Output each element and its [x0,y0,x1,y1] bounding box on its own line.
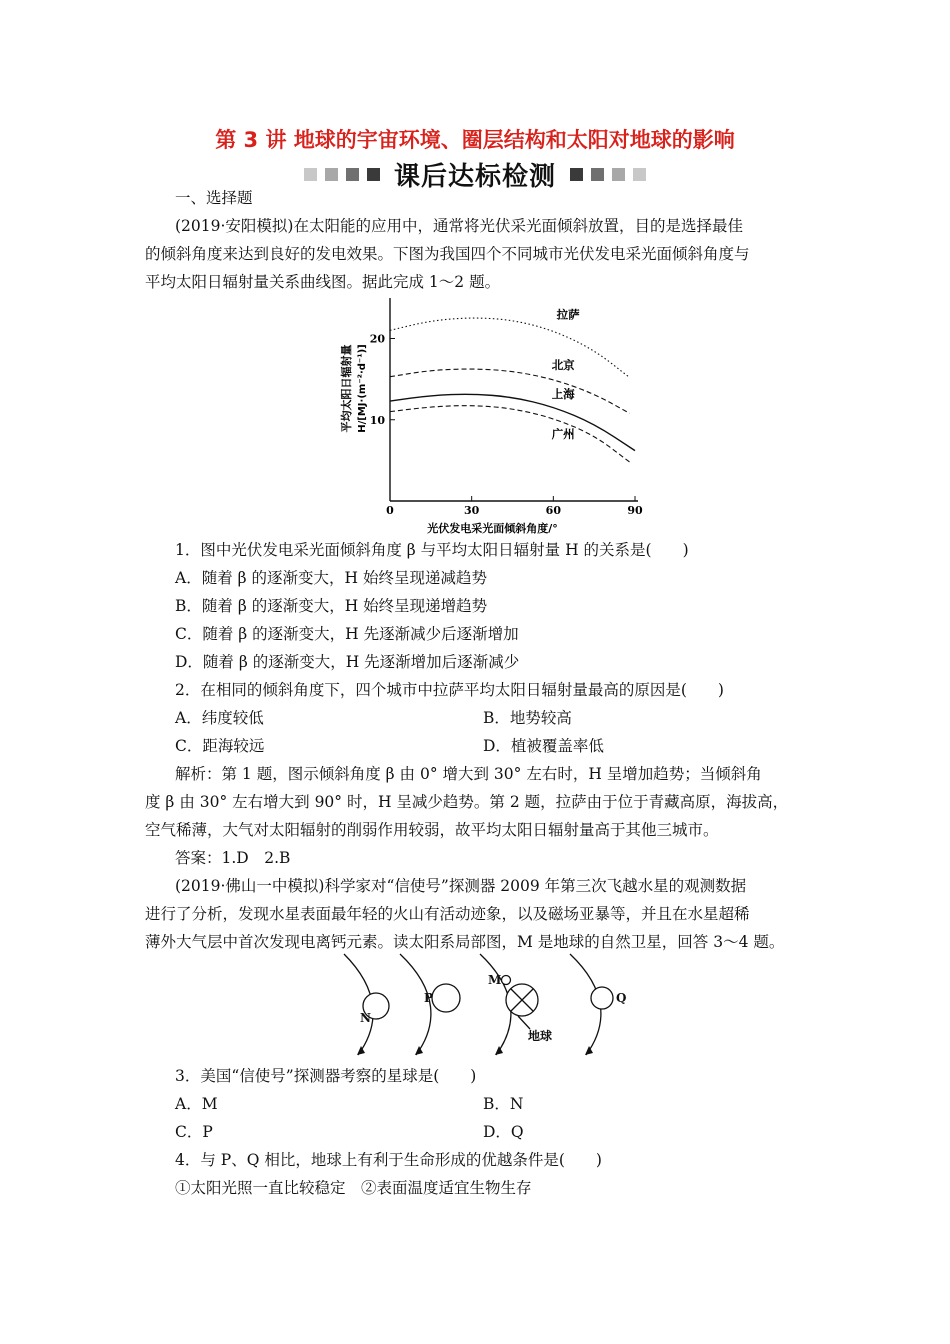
question-3-option-d: D．Q [483,1123,524,1141]
banner-square [304,168,317,181]
banner-title: 课后达标检测 [393,161,556,192]
series-line-0 [390,318,630,377]
section-heading: 一、选择题 [175,189,253,207]
question-2-option-a: A．纬度较低 [175,709,264,727]
question-1-option-d: D．随着 β 的逐渐变大，H 先逐渐增加后逐渐减少 [175,653,520,671]
x-tick-label: 30 [464,504,480,517]
banner-square [633,168,646,181]
series-line-3 [390,406,630,462]
banner [0,156,950,192]
banner-square [367,168,380,181]
question-3-option-a: A．M [175,1095,218,1113]
question-2-option-c: C．距海较远 [175,737,265,755]
x-tick-label: 90 [627,504,643,517]
label-m: M [488,973,502,987]
earth-pointer [518,1016,530,1029]
analysis-line: 空气稀薄，大气对太阳辐射的削弱作用较弱，故平均太阳日辐射量高于其他三城市。 [145,821,719,839]
label-p: P [424,991,434,1005]
question-1-stem: 1．图中光伏发电采光面倾斜角度 β 与平均太阳日辐射量 H 的关系是( ) [175,541,689,559]
x-tick-label: 0 [386,504,394,517]
series-label-2: 上海 [551,386,575,401]
moon-m [502,976,511,985]
y-tick-label: 20 [369,332,385,346]
question-2-option-b: B．地势较高 [483,709,572,727]
banner-square [591,168,604,181]
label-n: N [360,1011,371,1025]
question-4-statements: ①太阳光照一直比较稳定 ②表面温度适宜生物生存 [175,1179,532,1197]
series-line-2 [390,394,635,450]
intro-line: 平均太阳日辐射量关系曲线图。据此完成 1～2 题。 [145,273,501,291]
question-2-stem: 2．在相同的倾斜角度下，四个城市中拉萨平均太阳日辐射量最高的原因是( ) [175,681,724,699]
banner-square [570,168,583,181]
radiation-chart [330,298,650,538]
intro-line: 进行了分析，发现水星表面最年轻的火山有活动迹象，以及磁场亚暴等，并且在水星超稀 [145,905,750,923]
question-1-option-c: C．随着 β 的逐渐变大，H 先逐渐减少后逐渐增加 [175,625,519,643]
question-4-stem: 4．与 P、Q 相比，地球上有利于生命形成的优越条件是( ) [175,1151,602,1169]
intro-line: 薄外大气层中首次发现电离钙元素。读太阳系局部图，M 是地球的自然卫星，回答 3～4 题。 [145,933,785,951]
intro-line: (2019·佛山一中模拟)科学家对“信使号”探测器 2009 年第三次飞越水星的观测数据 [175,877,747,895]
answer-line: 答案：1.D 2.B [175,849,291,867]
series-label-1: 北京 [551,358,575,373]
y-axis-unit: H/[MJ·(m⁻²·d⁻¹)] [357,344,368,433]
label-earth: 地球 [528,1029,553,1043]
question-3-option-b: B．N [483,1095,524,1113]
solar-system-diagram [340,950,660,1060]
question-1-option-a: A．随着 β 的逐渐变大，H 始终呈现递减趋势 [175,569,487,587]
series-label-3: 广州 [551,427,575,442]
banner-square [612,168,625,181]
x-tick-label: 60 [545,504,561,517]
page-title: 第 3 讲 地球的宇宙环境、圈层结构和太阳对地球的影响 [215,128,735,152]
x-axis-label: 光伏发电采光面倾斜角度/° [427,522,558,535]
analysis-line: 解析：第 1 题，图示倾斜角度 β 由 0° 增大到 30° 左右时，H 呈增加趋势；当倾斜角 [175,765,762,783]
question-2-option-d: D．植被覆盖率低 [483,737,604,755]
banner-square [325,168,338,181]
analysis-line: 度 β 由 30° 左右增大到 90° 时，H 呈减少趋势。第 2 题，拉萨由于位于青藏高原，海拔高， [145,793,789,811]
planet-q [591,987,613,1009]
series-line-1 [390,369,630,413]
question-3-stem: 3．美国“信使号”探测器考察的星球是( ) [175,1067,477,1085]
question-1-option-b: B．随着 β 的逐渐变大，H 始终呈现递增趋势 [175,597,488,615]
y-axis-label: 平均太阳日辐射量 [340,344,353,433]
planet-p [432,984,460,1012]
banner-square [346,168,359,181]
y-tick-label: 10 [369,413,385,427]
intro-line: (2019·安阳模拟)在太阳能的应用中，通常将光伏采光面倾斜放置，目的是选择最佳 [175,217,743,235]
series-label-0: 拉萨 [556,307,580,322]
label-q: Q [616,991,627,1005]
question-3-option-c: C．P [175,1123,213,1141]
intro-line: 的倾斜角度来达到良好的发电效果。下图为我国四个不同城市光伏发电采光面倾斜角度与 [145,245,750,263]
